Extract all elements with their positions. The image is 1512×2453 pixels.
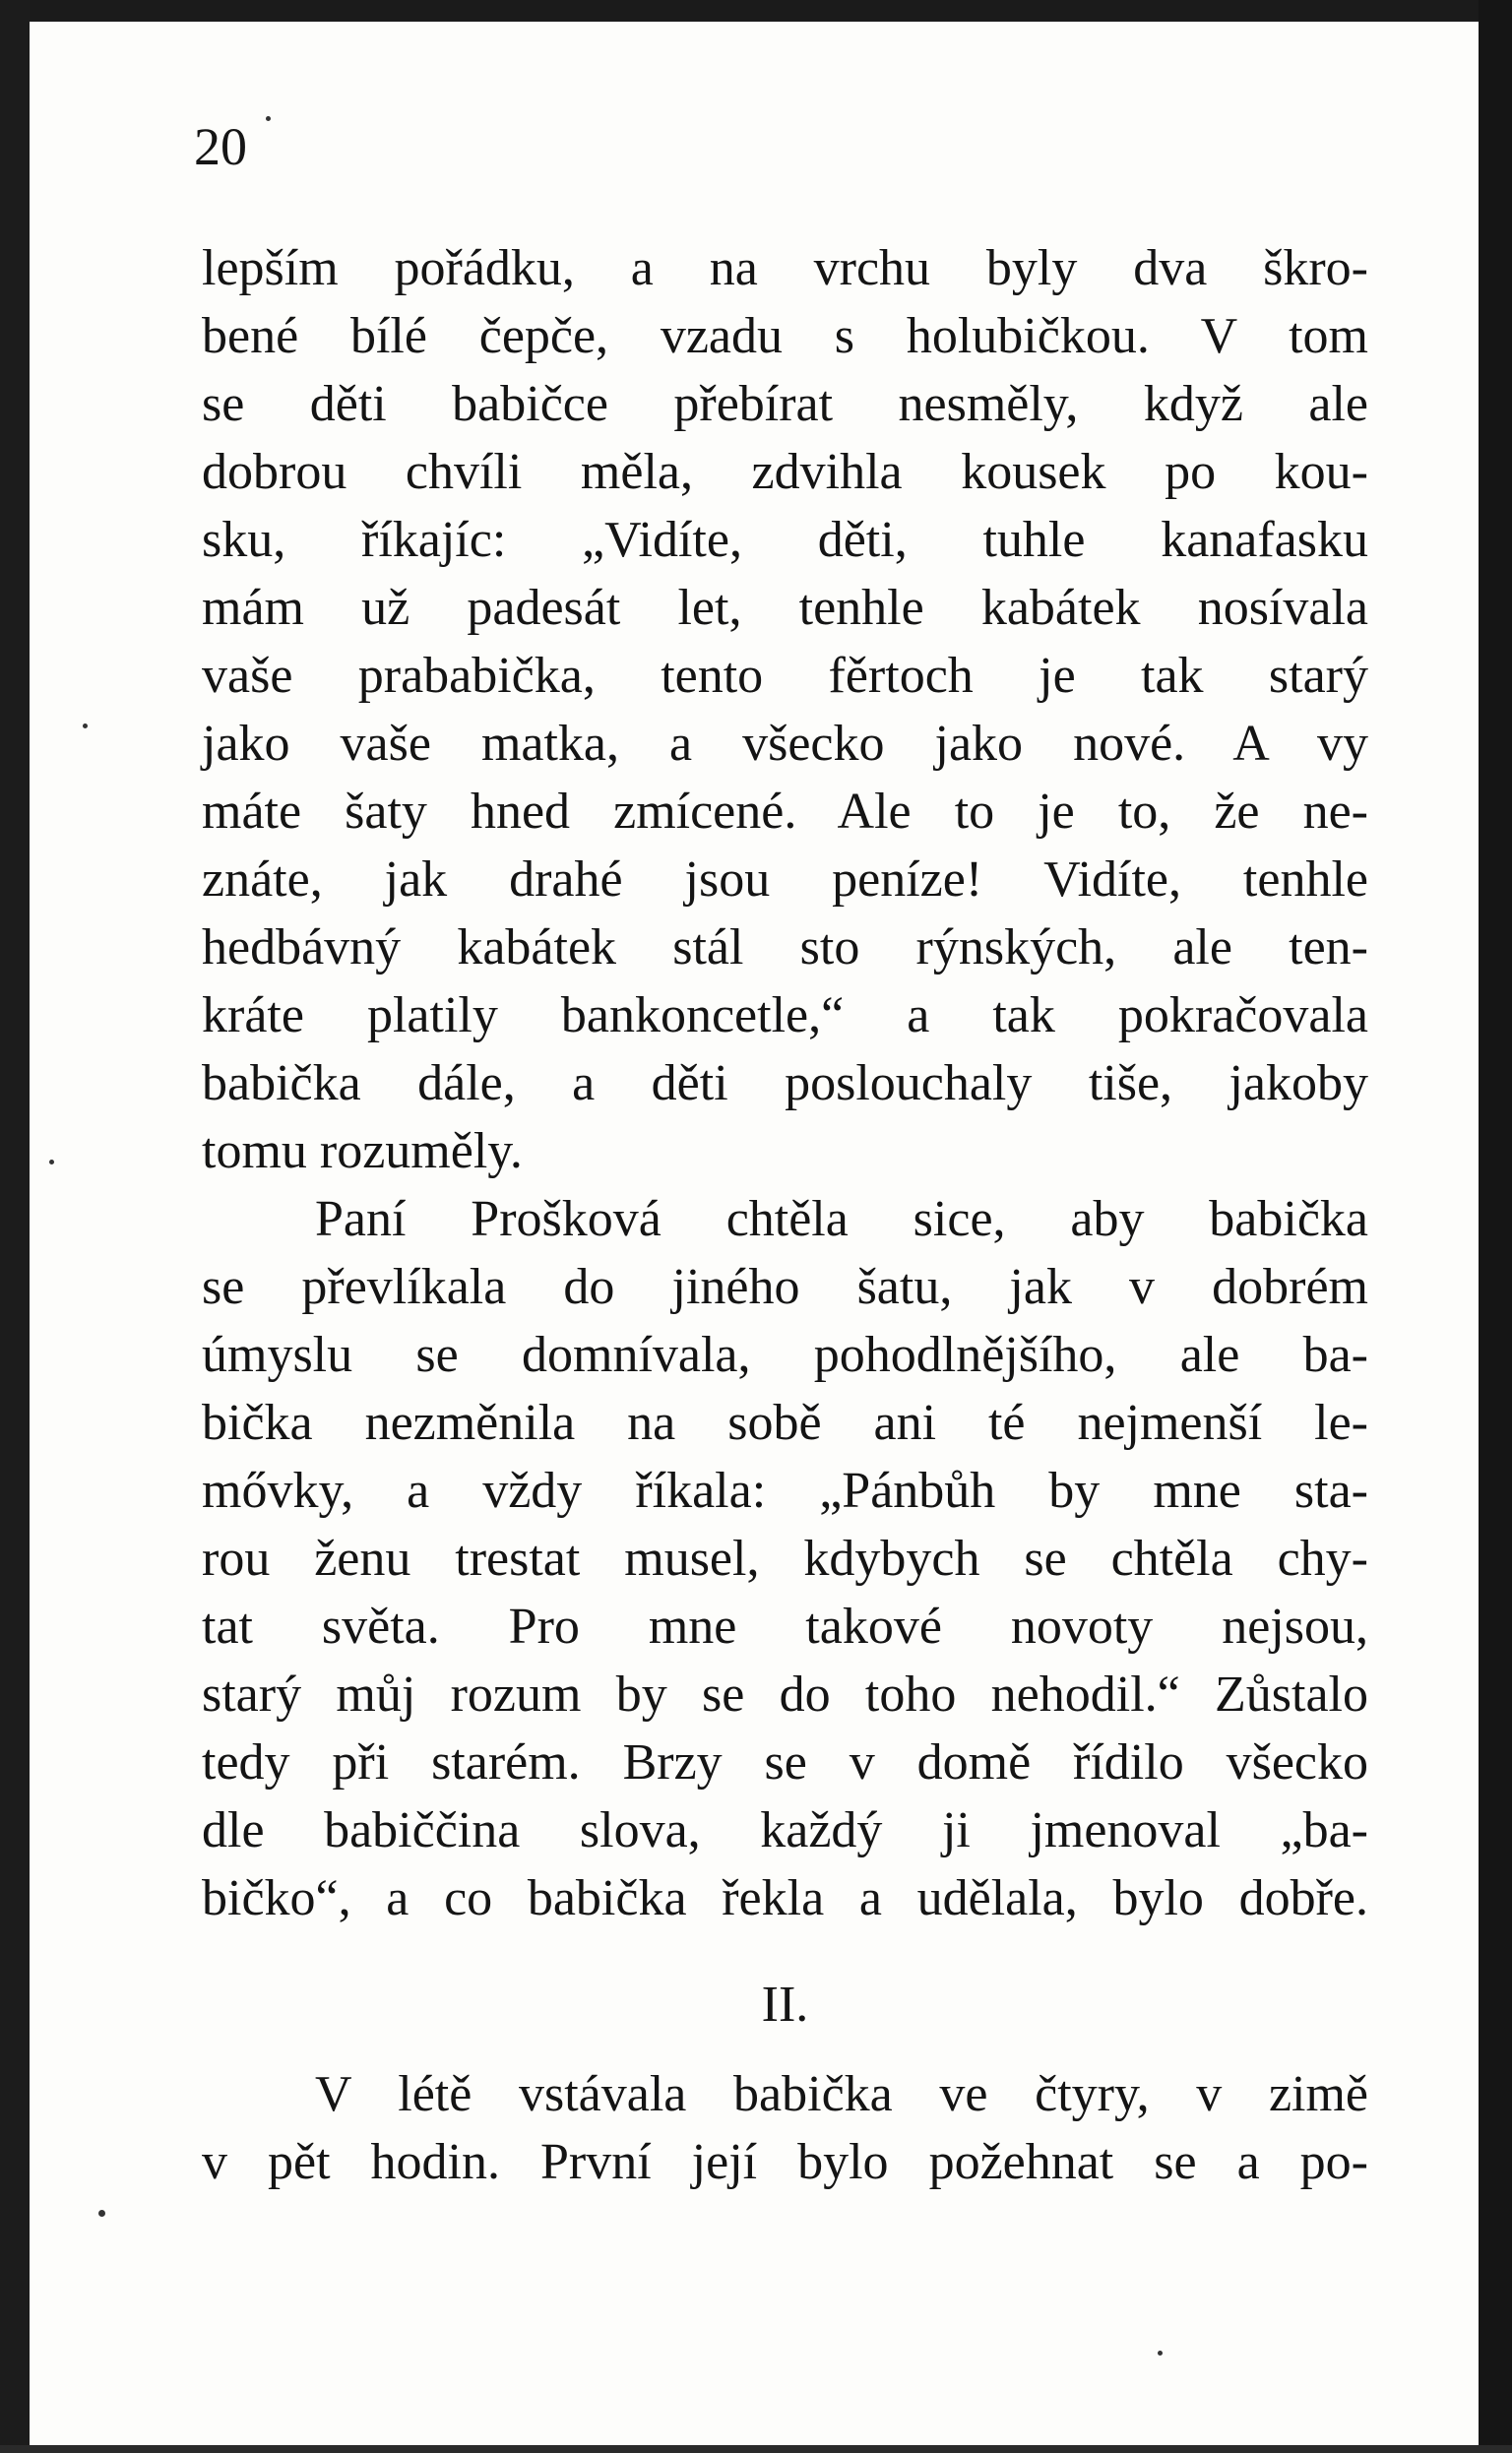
- text-line: lepším pořádku, a na vrchu byly dva škro-: [202, 240, 1368, 296]
- paragraph-2: [202, 1185, 1368, 1932]
- scan-speck: [49, 1160, 54, 1164]
- text-line: tedy při starém. Brzy se v domě řídilo všecko: [202, 1734, 1368, 1791]
- text-line: kráte platily bankoncetle,“ a tak pokračovala: [202, 987, 1368, 1043]
- paragraph-3: [202, 2060, 1368, 2196]
- scan-speck: [266, 116, 271, 121]
- text-line: znáte, jak drahé jsou peníze! Vidíte, tenhle: [202, 851, 1368, 908]
- text-line: dle babiččina slova, každý ji jmenoval „ba-: [202, 1802, 1368, 1858]
- scan-speck: [1158, 2351, 1163, 2356]
- text-line: bené bílé čepče, vzadu s holubičkou. V tom: [202, 308, 1368, 364]
- text-line: se děti babičce přebírat nesměly, když ale: [202, 376, 1368, 432]
- text-line: v pět hodin. První její bylo požehnat se a po-: [202, 2134, 1368, 2190]
- text-line: bička nezměnila na sobě ani té nejmenší le-: [202, 1395, 1368, 1451]
- scan-speck: [98, 2210, 105, 2217]
- page-number: 20: [194, 117, 247, 176]
- text-line: Paní Prošková chtěla sice, aby babička: [315, 1191, 1368, 1247]
- text-line: se převlíkala do jiného šatu, jak v dobrém: [202, 1259, 1368, 1315]
- text-line: mám už padesát let, tenhle kabátek nosívala: [202, 580, 1368, 636]
- text-line: vaše prababička, tento fěrtoch je tak starý: [202, 648, 1368, 704]
- text-line: mővky, a vždy říkala: „Pánbůh by mne sta-: [202, 1463, 1368, 1519]
- text-line: dobrou chvíli měla, zdvihla kousek po kou-: [202, 444, 1368, 500]
- text-line: rou ženu trestat musel, kdybych se chtěla chy-: [202, 1531, 1368, 1587]
- body-text: [202, 234, 1368, 2196]
- text-line: tomu rozuměly.: [202, 1123, 523, 1179]
- text-line: jako vaše matka, a všecko jako nové. A vy: [202, 716, 1368, 772]
- text-line: bičko“, a co babička řekla a udělala, bylo dobře.: [202, 1870, 1368, 1926]
- text-line: V létě vstávala babička ve čtyry, v zimě: [315, 2066, 1368, 2122]
- section-heading: II.: [761, 1977, 809, 2033]
- text-line: máte šaty hned zmícené. Ale to je to, že ne-: [202, 784, 1368, 840]
- scan-speck: [83, 723, 88, 728]
- text-line: hedbávný kabátek stál sto rýnských, ale ten-: [202, 919, 1368, 975]
- scan-edge-right: [1479, 0, 1512, 2453]
- text-line: starý můj rozum by se do toho nehodil.“ Zůstalo: [202, 1667, 1368, 1723]
- text-line: tat světa. Pro mne takové novoty nejsou,: [202, 1599, 1368, 1655]
- text-line: sku, říkajíc: „Vidíte, děti, tuhle kanafasku: [202, 512, 1368, 568]
- scan-edge-top: [0, 0, 1512, 22]
- text-line: babička dále, a děti poslouchaly tiše, jakoby: [202, 1055, 1368, 1111]
- scan-edge-bottom: [0, 2445, 1512, 2453]
- scan-edge-left: [0, 0, 30, 2453]
- paragraph-1: [202, 234, 1368, 1185]
- text-line: úmyslu se domnívala, pohodlnějšího, ale ba-: [202, 1327, 1368, 1383]
